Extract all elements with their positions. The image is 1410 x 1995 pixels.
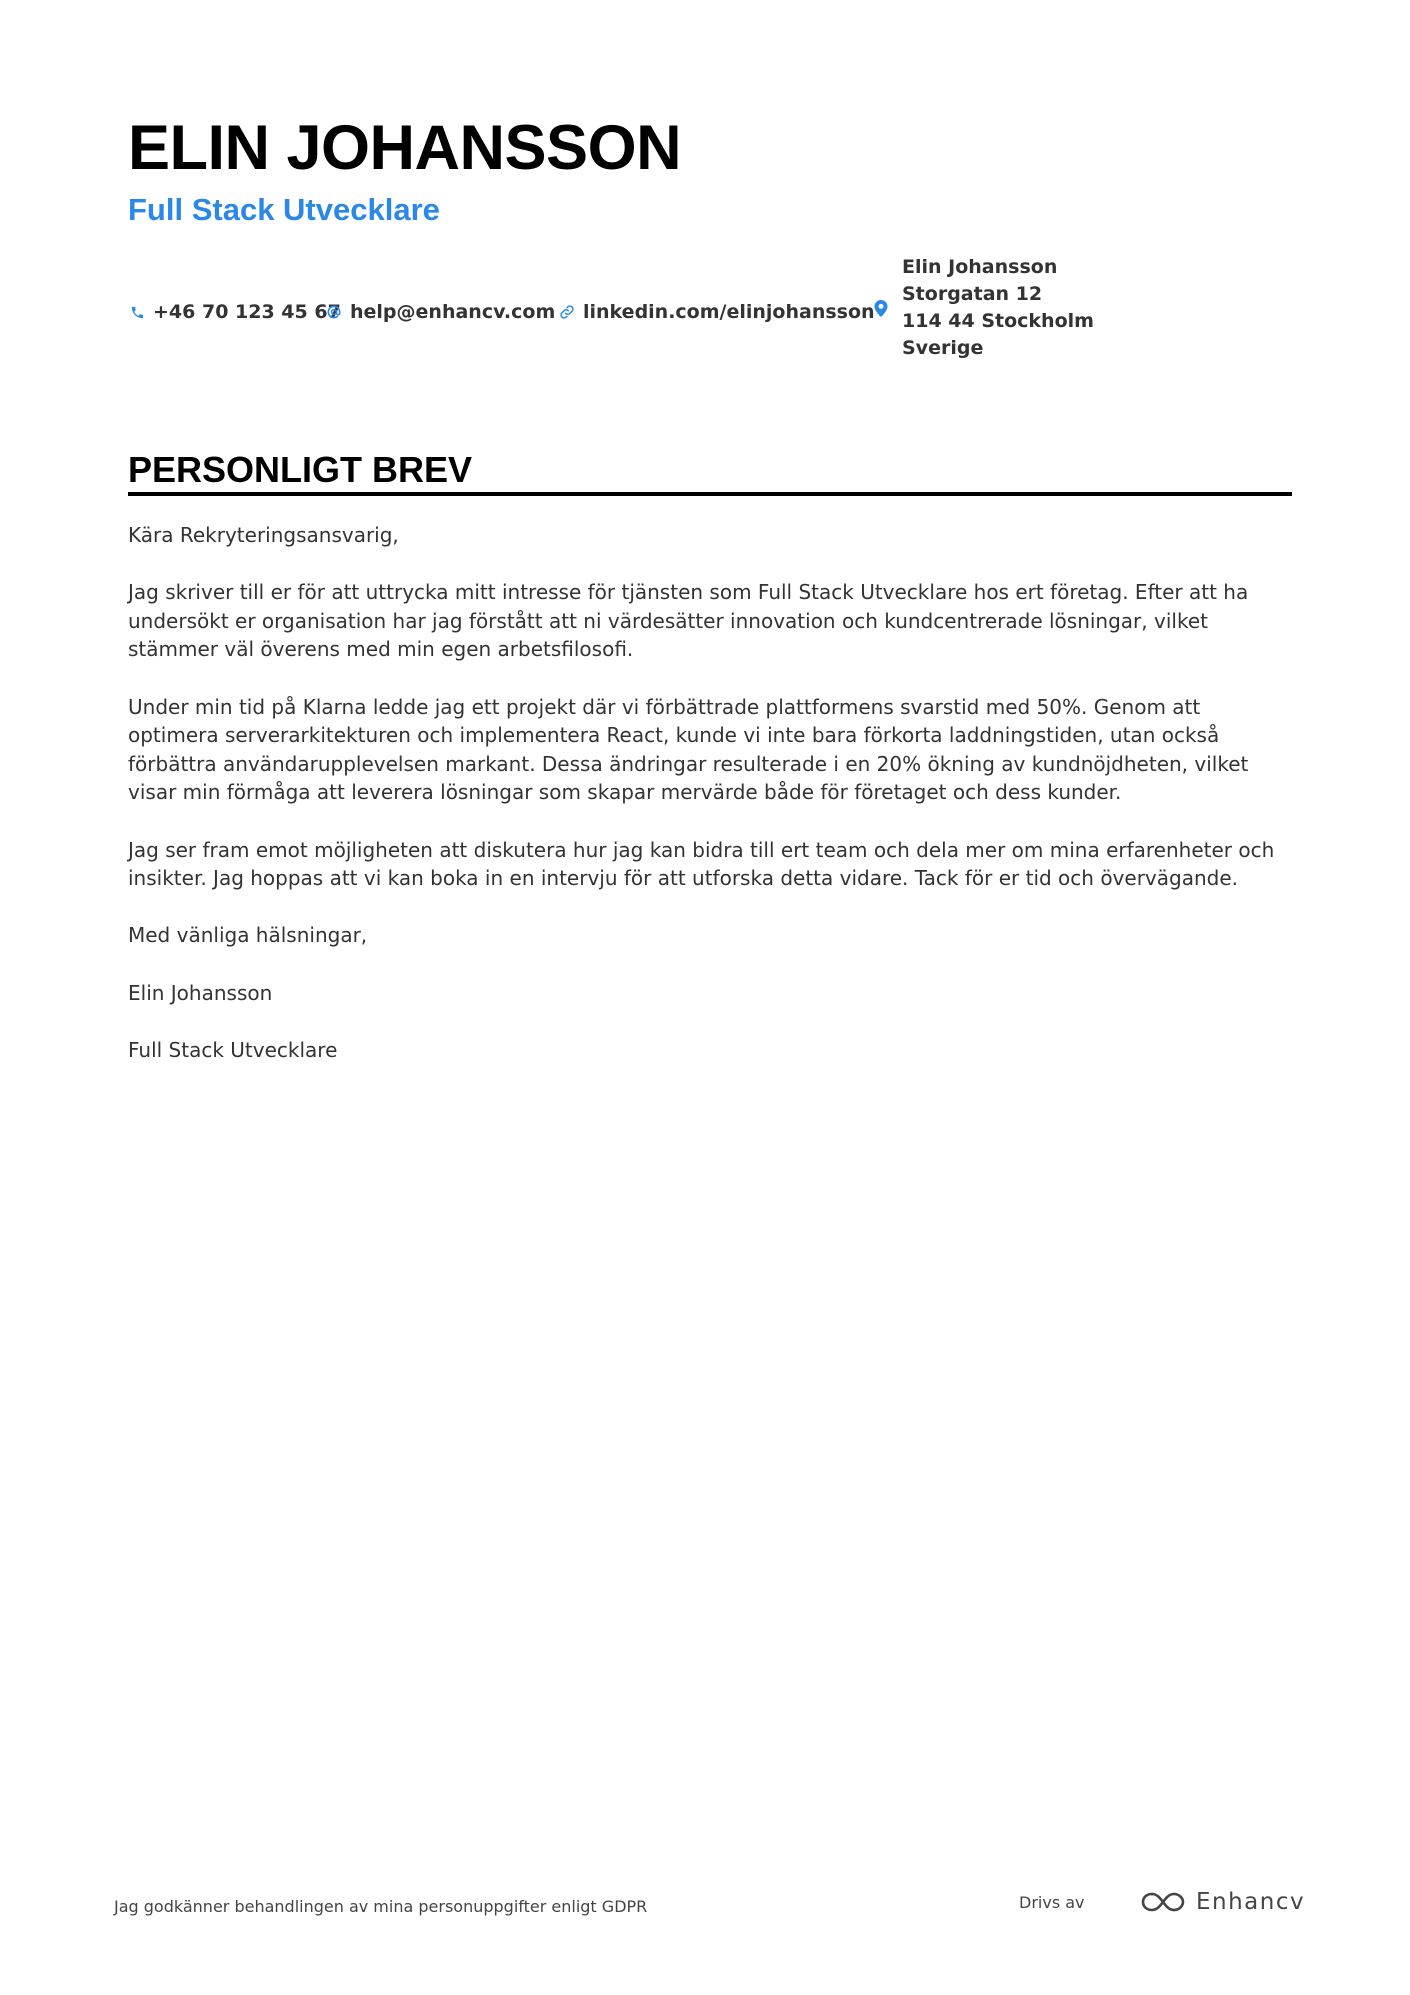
contact-linkedin[interactable] [558, 294, 875, 330]
letter-body [128, 521, 1292, 1093]
contact-phone[interactable] [128, 294, 341, 330]
candidate-name: ELIN JOHANSSON [128, 113, 682, 183]
contact-email[interactable] [325, 294, 555, 330]
enhancv-logo[interactable] [1140, 1889, 1305, 1915]
email-text: help@enhancv.com [350, 301, 556, 323]
location-pin-icon [872, 299, 890, 317]
letter-paragraph: Under min tid på Klarna ledde jag ett projekt där vi förbättrade plattformens svarstid med 50%. Genom att optimera serverarkitekturen och implementera React, kunde vi inte bara förkorta laddningstiden, utan också förbättra användarupplevelsen markant. Dessa ändringar resulterade i en 20% ökning av kundnöjdheten, vilket visar min förmåga att leverera lösningar som skapar mervärde både för företaget och dess kunder. [128, 694, 1249, 805]
gdpr-consent: Jag godkänner behandlingen av mina personuppgifter enligt GDPR [114, 1897, 648, 1916]
linkedin-text: linkedin.com/elinjohansson [583, 301, 875, 323]
contact-address [872, 254, 1094, 366]
letter-closing: Med vänliga hälsningar, [128, 923, 368, 948]
section-divider [128, 492, 1292, 496]
letter-greeting: Kära Rekryteringsansvarig, [128, 523, 399, 547]
letter-signature-title: Full Stack Utvecklare [128, 1037, 338, 1062]
address-line: Storgatan 12 [902, 283, 1043, 305]
contact-bar [128, 254, 1298, 366]
at-icon [325, 303, 343, 321]
enhancv-brand-text: Enhancv [1196, 1889, 1306, 1915]
address-line: Sverige [902, 337, 984, 359]
phone-icon [128, 303, 146, 321]
candidate-title: Full Stack Utvecklare [128, 192, 440, 227]
link-icon [558, 303, 576, 321]
letter-paragraph: Jag ser fram emot möjligheten att diskutera hur jag kan bidra till ert team och dela mer om mina erfarenheter och insikter. Jag hoppas att vi kan boka in en intervju för att utforska detta vidare. Tack för er tid och övervägande. [128, 837, 1275, 891]
powered-by-label: Drivs av [1019, 1893, 1085, 1912]
section-heading: PERSONLIGT BREV [128, 449, 473, 490]
address-block [902, 254, 1094, 362]
letter-signature-name: Elin Johansson [128, 980, 273, 1005]
letter-paragraph: Jag skriver till er för att uttrycka mitt intresse för tjänsten som Full Stack Utvecklare hos ert företag. Efter att ha undersökt er organisation har jag förstått att ni värdesätter innovation och kundcentrerade lösningar, vilket stämmer väl överens med min egen arbetsfilosofi. [128, 580, 1249, 662]
enhancv-infinity-icon [1140, 1890, 1186, 1914]
phone-text: +46 70 123 45 67 [153, 301, 341, 323]
address-line: 114 44 Stockholm [902, 310, 1094, 332]
address-line: Elin Johansson [902, 256, 1058, 278]
